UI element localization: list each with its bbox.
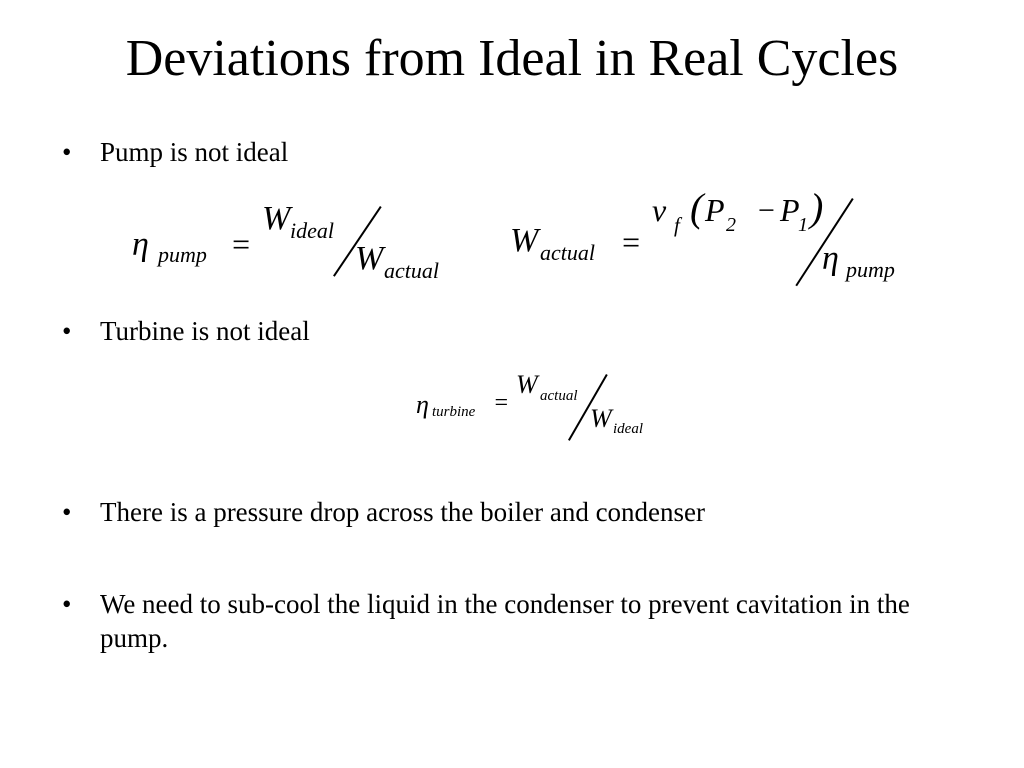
denominator-w: W <box>590 404 612 433</box>
bullet-text: Turbine is not ideal <box>100 316 310 346</box>
slide-title: Deviations from Ideal in Real Cycles <box>125 30 899 87</box>
bullet-text: We need to sub-cool the liquid in the condenser to prevent cavitation in the pump. <box>100 589 910 653</box>
bullet-turbine <box>62 314 920 348</box>
left-paren: ( <box>690 185 704 230</box>
lhs-subscript: actual <box>540 240 595 265</box>
bullet-dot: • <box>62 497 72 527</box>
minus-sign: − <box>756 194 777 227</box>
denominator-subscript: ideal <box>613 421 643 437</box>
denominator-eta: η <box>822 240 839 277</box>
denominator-w: W <box>355 240 384 277</box>
bullet-sub-cool <box>62 587 920 655</box>
numerator-subscript: ideal <box>290 218 334 243</box>
p2-symbol: P <box>705 192 725 228</box>
bullet-dot: • <box>62 589 72 619</box>
bullet-text: Pump is not ideal <box>100 137 289 167</box>
eta-subscript: pump <box>158 242 207 267</box>
v-subscript: f <box>674 213 680 237</box>
numerator-subscript: actual <box>540 388 578 404</box>
equals-sign: = <box>493 390 510 416</box>
bullet-pump <box>62 135 920 169</box>
equals-sign: = <box>620 224 642 260</box>
denominator-subscript: actual <box>384 258 439 283</box>
right-paren: ) <box>810 185 824 230</box>
bullet-dot: • <box>62 137 72 167</box>
bullet-dot: • <box>62 316 72 346</box>
bullet-pressure-drop <box>62 495 920 529</box>
lhs-w: W <box>510 222 539 259</box>
eta-subscript: turbine <box>432 404 476 420</box>
equals-sign: = <box>230 226 252 262</box>
eta-symbol: η <box>416 390 429 419</box>
p1-symbol: P <box>780 192 800 228</box>
p1-subscript: 1 <box>798 214 808 236</box>
eta-symbol: η <box>132 226 149 263</box>
v-symbol: v <box>652 192 667 228</box>
numerator-w: W <box>262 200 291 237</box>
numerator-w: W <box>516 370 538 399</box>
p2-subscript: 2 <box>726 214 736 236</box>
bullet-text: There is a pressure drop across the boiler and condenser <box>100 497 706 527</box>
denominator-subscript: pump <box>846 257 895 282</box>
